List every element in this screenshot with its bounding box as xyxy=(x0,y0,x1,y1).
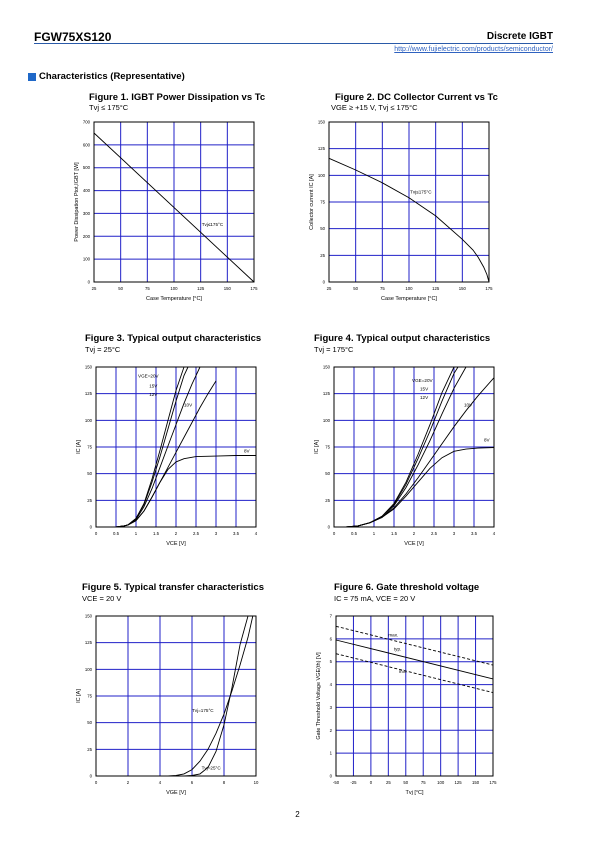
y-tick-label: 1 xyxy=(329,750,332,756)
y-tick-label: 150 xyxy=(84,364,92,370)
figure-6-title: Figure 6. Gate threshold voltage xyxy=(334,582,480,593)
x-tick-label: 50 xyxy=(353,286,359,291)
y-tick-label: 2 xyxy=(329,727,332,733)
y-axis-label: Collector current IC [A] xyxy=(309,174,315,230)
annotation-label: min. xyxy=(398,669,408,675)
x-tick-label: 175 xyxy=(485,286,493,291)
x-tick-label: 1.5 xyxy=(153,531,159,536)
x-tick-label: 2.5 xyxy=(431,531,437,536)
figure-4-subtitle: Tvj = 175°C xyxy=(314,345,354,354)
y-axis-label: Power Dissipation Ptot,IGBT [W] xyxy=(74,162,80,242)
x-axis-label: Case Temperature [°C] xyxy=(146,296,202,302)
x-axis-label: Tvj [°C] xyxy=(405,790,424,796)
y-tick-label: 125 xyxy=(317,146,325,152)
x-axis-label: VCE [V] xyxy=(404,541,424,547)
section-title: Characteristics (Representative) xyxy=(39,71,185,82)
y-tick-label: 100 xyxy=(84,666,92,672)
x-tick-label: 4 xyxy=(158,780,162,785)
figure-4-title: Figure 4. Typical output characteristics xyxy=(314,333,491,344)
figure-2-title: Figure 2. DC Collector Current vs Tc xyxy=(335,92,498,103)
y-tick-label: 7 xyxy=(329,613,332,619)
annotation-label: 10V xyxy=(464,402,473,408)
y-tick-label: 125 xyxy=(322,391,330,397)
x-tick-label: 0 xyxy=(94,531,98,536)
x-tick-label: 1 xyxy=(134,531,138,536)
y-tick-label: 125 xyxy=(84,640,92,646)
figure-2-subtitle: VGE ≥ +15 V, Tvj ≤ 175°C xyxy=(331,103,418,112)
figure-1-title: Figure 1. IGBT Power Dissipation vs Tc xyxy=(89,92,266,103)
y-axis-label: IC [A] xyxy=(76,689,82,703)
y-tick-label: 75 xyxy=(320,199,325,205)
x-tick-label: 175 xyxy=(250,286,258,291)
figure-5-chart xyxy=(76,613,259,796)
y-tick-label: 50 xyxy=(320,226,325,232)
x-tick-label: 3.5 xyxy=(233,531,239,536)
x-tick-label: 8 xyxy=(222,780,226,785)
x-tick-label: 75 xyxy=(379,286,385,291)
y-tick-label: 50 xyxy=(87,471,92,477)
page-number: 2 xyxy=(295,810,300,819)
figure-4-chart xyxy=(314,364,496,547)
annotation-label: 8V xyxy=(484,437,490,443)
y-tick-label: 0 xyxy=(329,773,332,779)
x-tick-label: 10 xyxy=(253,780,259,785)
x-tick-label: 0.5 xyxy=(351,531,357,536)
figure-5-title: Figure 5. Typical transfer characteristics xyxy=(82,582,264,593)
y-tick-label: 100 xyxy=(84,417,92,423)
x-tick-label: 25 xyxy=(385,780,391,785)
annotation-label: VGE=20V xyxy=(412,377,433,383)
annotation-label: max. xyxy=(388,632,399,638)
x-tick-label: 150 xyxy=(471,780,480,785)
y-axis-label: IC [A] xyxy=(314,440,320,454)
y-tick-label: 75 xyxy=(87,693,92,699)
x-tick-label: 50 xyxy=(403,780,409,785)
y-axis-label: IC [A] xyxy=(76,440,82,454)
y-tick-label: 25 xyxy=(325,497,330,503)
section-bullet-icon xyxy=(28,73,36,81)
annotation-label: 12V xyxy=(149,391,158,397)
x-tick-label: 175 xyxy=(489,780,497,785)
y-tick-label: 125 xyxy=(84,391,92,397)
x-tick-label: 1 xyxy=(372,531,376,536)
x-tick-label: 0 xyxy=(94,780,98,785)
annotation-label: Tvj≤175°C xyxy=(410,189,432,195)
x-tick-label: 125 xyxy=(432,286,440,291)
x-tick-label: 3 xyxy=(452,531,456,536)
y-tick-label: 50 xyxy=(87,720,92,726)
y-tick-label: 50 xyxy=(325,471,330,477)
annotation-label: Tvj=25°C xyxy=(201,765,221,771)
y-tick-label: 5 xyxy=(329,659,332,665)
x-tick-label: -50 xyxy=(332,780,340,785)
annotation-label: Tvj≤175°C xyxy=(201,222,224,227)
manufacturer-link[interactable]: http://www.fujielectric.com/products/semiconductor/ xyxy=(394,46,553,53)
x-tick-label: -25 xyxy=(350,780,357,785)
x-tick-label: 125 xyxy=(197,286,205,291)
y-tick-label: 75 xyxy=(325,444,330,450)
y-tick-label: 0 xyxy=(89,773,92,779)
figure-6-subtitle: IC = 75 mA, VCE = 20 V xyxy=(334,594,416,603)
x-tick-label: 25 xyxy=(326,286,332,291)
x-axis-label: VGE [V] xyxy=(166,790,186,796)
y-tick-label: 6 xyxy=(329,636,332,642)
x-tick-label: 125 xyxy=(454,780,462,785)
x-tick-label: 100 xyxy=(170,286,178,291)
part-number: FGW75XS120 xyxy=(34,30,112,44)
x-tick-label: 100 xyxy=(405,286,413,291)
x-tick-label: 3.5 xyxy=(471,531,477,536)
x-tick-label: 1.5 xyxy=(391,531,397,536)
figure-2-chart xyxy=(309,119,493,302)
annotation-label: 8V xyxy=(244,448,250,454)
x-tick-label: 6 xyxy=(190,780,194,785)
y-tick-label: 300 xyxy=(82,210,90,216)
annotation-label: VGE=20V xyxy=(138,373,159,379)
y-tick-label: 100 xyxy=(322,417,330,423)
x-tick-label: 4 xyxy=(492,531,496,536)
annotation-label: 10V xyxy=(184,402,193,408)
x-tick-label: 4 xyxy=(254,531,258,536)
section-heading xyxy=(28,71,185,82)
x-axis-label: VCE [V] xyxy=(166,541,186,547)
x-tick-label: 0 xyxy=(369,780,373,785)
y-tick-label: 4 xyxy=(329,682,332,688)
y-tick-label: 150 xyxy=(84,613,92,619)
x-tick-label: 2 xyxy=(174,531,178,536)
x-tick-label: 2 xyxy=(126,780,130,785)
y-tick-label: 25 xyxy=(320,252,325,258)
x-tick-label: 2.5 xyxy=(193,531,199,536)
x-tick-label: 50 xyxy=(118,286,124,291)
figure-1-chart xyxy=(74,119,258,302)
figure-3-chart xyxy=(76,364,258,547)
annotation-label: 15V xyxy=(420,386,429,392)
y-tick-label: 150 xyxy=(322,364,330,370)
figure-5-subtitle: VCE = 20 V xyxy=(82,594,122,603)
y-tick-label: 600 xyxy=(82,142,90,148)
document-category: Discrete IGBT xyxy=(486,31,553,42)
x-tick-label: 100 xyxy=(437,780,445,785)
y-tick-label: 0 xyxy=(87,279,90,285)
y-tick-label: 700 xyxy=(82,119,90,125)
annotation-label: 12V xyxy=(420,395,429,400)
x-tick-label: 150 xyxy=(223,286,231,291)
figure-3-title: Figure 3. Typical output characteristics xyxy=(85,333,262,344)
x-tick-label: 2 xyxy=(412,531,416,536)
y-tick-label: 3 xyxy=(329,704,332,710)
y-tick-label: 75 xyxy=(87,444,92,450)
figure-1-subtitle: Tvj ≤ 175°C xyxy=(89,103,129,112)
y-tick-label: 200 xyxy=(82,233,90,239)
y-tick-label: 400 xyxy=(82,188,90,194)
x-tick-label: 0.5 xyxy=(113,531,119,536)
x-axis-label: Case Temperature [°C] xyxy=(381,296,437,302)
x-tick-label: 75 xyxy=(144,286,150,291)
figure-6-chart xyxy=(316,613,497,796)
y-tick-label: 25 xyxy=(87,497,92,503)
annotation-label: 15V xyxy=(149,383,158,389)
figure-3-subtitle: Tvj = 25°C xyxy=(85,345,121,354)
y-tick-label: 100 xyxy=(82,256,90,262)
annotation-label: typ. xyxy=(393,646,402,652)
plot-frame xyxy=(336,616,493,776)
y-axis-label: Gate Threshold Voltage VGE(th) [V] xyxy=(316,652,322,740)
x-tick-label: 0 xyxy=(332,531,336,536)
y-tick-label: 150 xyxy=(317,119,325,125)
x-tick-label: 25 xyxy=(91,286,97,291)
x-tick-label: 150 xyxy=(458,286,466,291)
y-tick-label: 0 xyxy=(327,524,330,530)
y-tick-label: 0 xyxy=(322,279,325,285)
x-tick-label: 3 xyxy=(214,531,218,536)
y-tick-label: 500 xyxy=(82,165,90,171)
x-tick-label: 75 xyxy=(420,780,426,785)
annotation-label: Tvj=175°C xyxy=(192,708,214,713)
y-tick-label: 100 xyxy=(317,172,325,178)
y-tick-label: 0 xyxy=(89,524,92,530)
y-tick-label: 25 xyxy=(87,746,92,752)
header-divider xyxy=(34,43,553,44)
